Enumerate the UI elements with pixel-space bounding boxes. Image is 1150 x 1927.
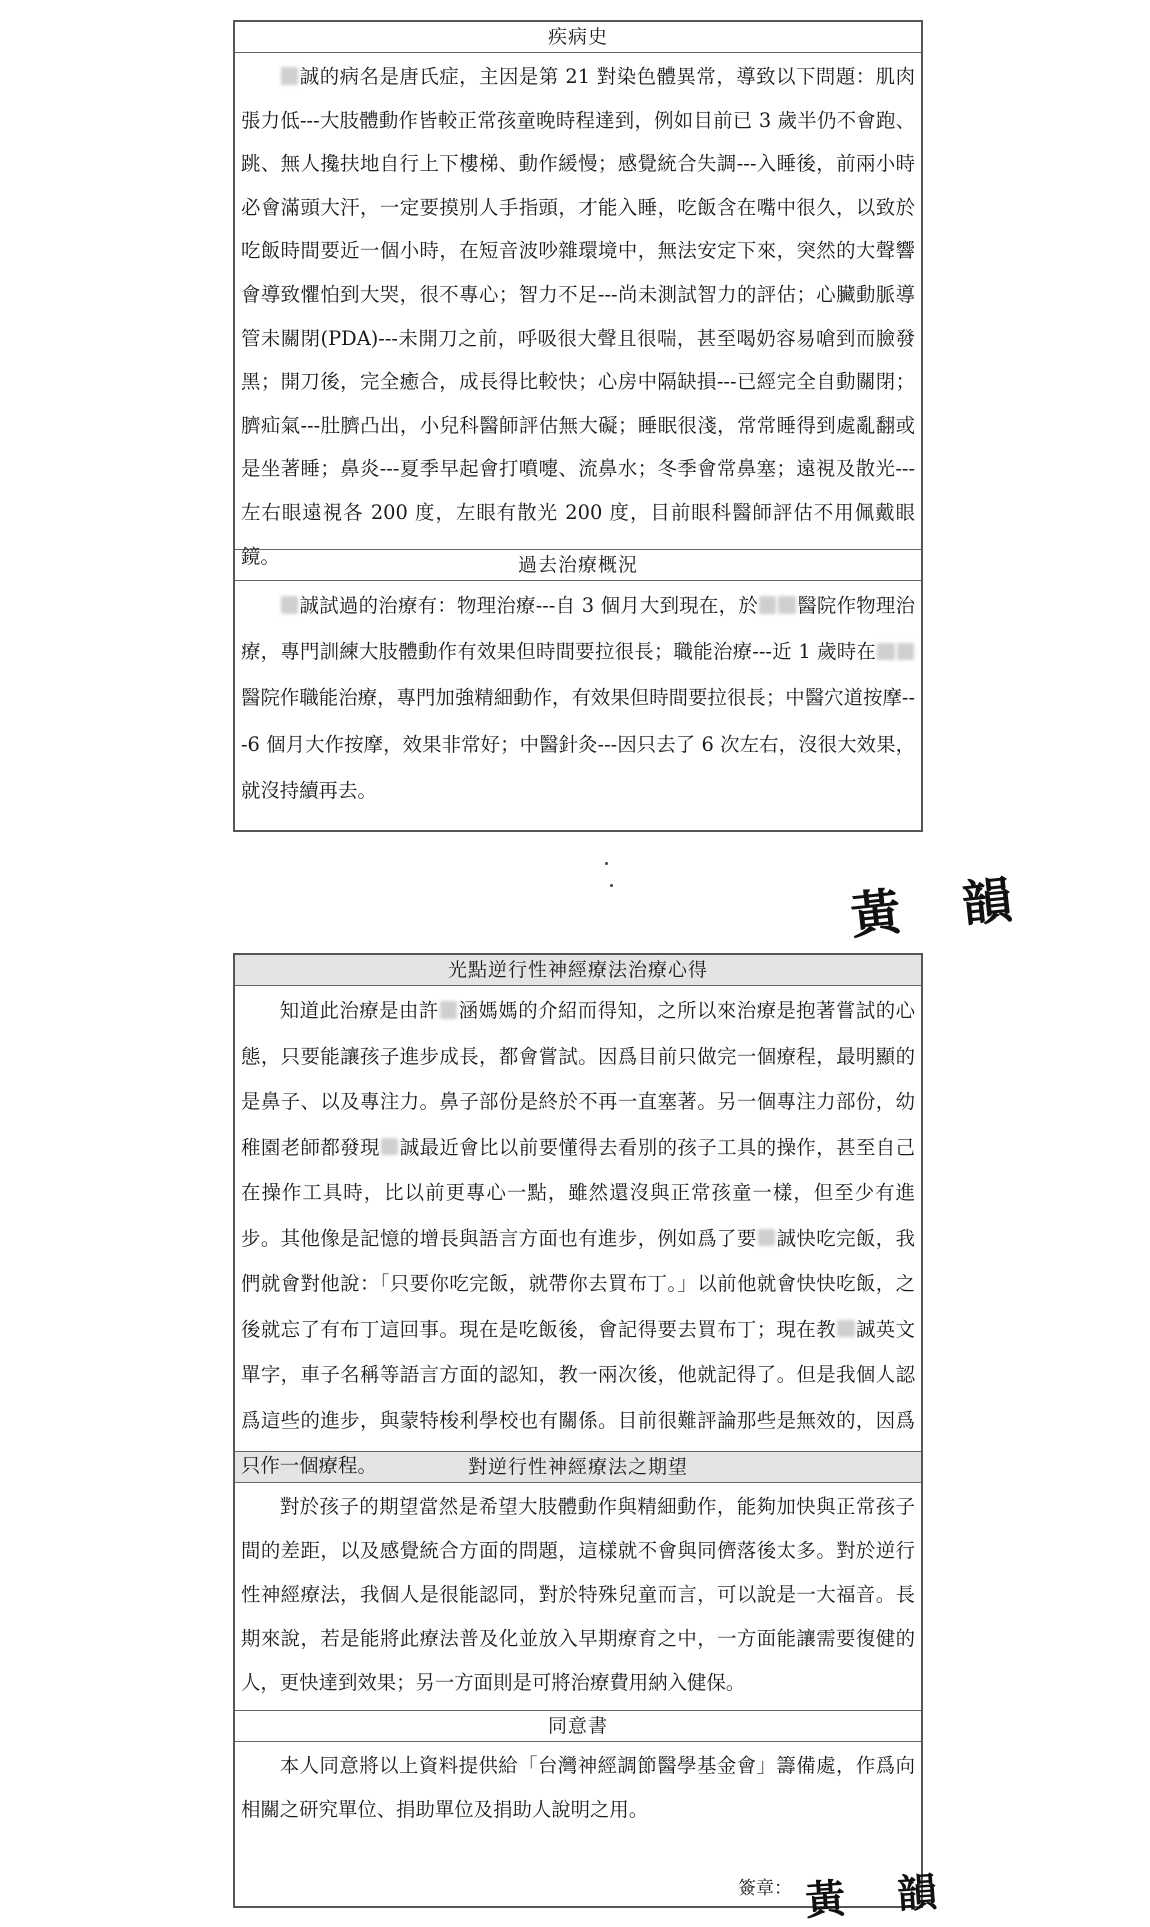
consent-body [235,1742,921,1832]
experience-text-a: 知道此治療是由許 [279,999,439,1022]
disease-history-text: 誠的病名是唐氏症，主因是第 21 對染色體異常，導致以下問題：肌肉張力低---大肢體動作皆較正常孩童晚時程達到，例如目前已 3 歲半仍不會跑、跳、無人攙扶地自行上下樓梯、動作緩慢；感覺統合失調---入睡後，前兩小時必會滿頭大汗，一定要摸別人手指頭，才能入睡，吃飯含在嘴中很久，以致於吃飯時間要近一個小時，在短音波吵雜環境中，無法安定下來，突然的大聲響會導致懼怕到大哭，很不專心；智力不足---尚未測試智力的評估；心臟動脈導管未關閉(PDA)---未開刀之前，呼吸很大聲且很喘，甚至喝奶容易嗆到而臉發黑；開刀後，完全癒合，成長得比較快；心房中隔缺損---已經完全自動關閉；臍疝氣---肚臍凸出，小兒科醫師評估無大礙；睡眠很淺，常常睡得到處亂翻或是坐著睡；鼻炎---夏季早起會打噴嚏、流鼻水；冬季會常鼻塞；遠視及散光---左右眼遠視各 200 度，左眼有散光 200 度，目前眼科醫師評估不用佩戴眼鏡。 [241,65,915,568]
consent-heading: 同意書 [235,1710,921,1742]
redacted-name [281,67,298,84]
experience-heading: 光點逆行性神經療法治療心得 [235,955,921,986]
experience-text-c: 誠最近會比以前要懂得去看別的孩子工具的操作，甚至自己在操作工具時，比以前更專心一點，雖然還沒與正常孩童一樣，但至少有進步。其他像是記憶的增長與語言方面也有進步，例如爲了要 [241,1135,915,1250]
scan-speck [610,884,613,887]
second-section-box [233,953,923,1908]
redacted-name [440,1001,457,1018]
expectation-body [235,1483,921,1710]
consent-text: 本人同意將以上資料提供給「台灣神經調節醫學基金會」籌備處，作爲向相關之研究單位、捐助單位及捐助人說明之用。 [241,1754,915,1821]
redacted-hospital [877,643,894,660]
disease-history-heading: 疾病史 [235,22,921,53]
experience-text-e: 誠英文單字，車子名稱等語言方面的認知，教一兩次後，他就記得了。但是我個人認爲這些的進步，與蒙特梭利學校也有關係。目前很難評論那些是無效的，因爲只作一個療程。 [241,1317,916,1477]
expectation-text: 對於孩子的期望當然是希望大肢體動作與精細動作，能夠加快與正常孩子間的差距，以及感覺統合方面的問題，這樣就不會與同儕落後太多。對於逆行性神經療法，我個人是很能認同，對於特殊兒童而言，可以說是一大福音。長期來說，若是能將此療法普及化並放入早期療育之中，一方面能讓需要復健的人，更快達到效果；另一方面則是可將治療費用納入健保。 [241,1495,915,1694]
redacted-hospital [759,596,776,613]
signature-top: 黃 韻 [847,870,1021,946]
redacted-name [381,1138,398,1155]
stamp-label: 簽章： [738,1878,792,1899]
experience-text-d: 誠快吃完飯，我們就會對他說：「只要你吃完飯，就帶你去買布丁。」以前他就會快快吃飯，之後就忘了有布丁這回事。現在是吃飯後，會記得要去買布丁；現在教 [241,1226,915,1341]
scan-speck [605,862,608,865]
past-treatment-heading: 過去治療概況 [235,549,921,581]
expectation-heading: 對逆行性神經療法之期望 [235,1451,921,1483]
past-treatment-text-a: 誠試過的治療有：物理治療---自 3 個月大到現在，於 [299,594,759,617]
redacted-name [837,1320,854,1337]
past-treatment-text-c: 醫院作職能治療，專門加強精細動作，有效果但時間要拉很長；中醫穴道按摩---6 個月大作按摩，效果非常好；中醫針灸---因只去了 6 次左右，沒很大效果，就沒持續再去。 [241,686,915,802]
past-treatment-body [235,581,921,814]
redacted-hospital [897,643,914,660]
experience-text-b: 涵媽媽的介紹而得知，之所以來治療是抱著嘗試的心態，只要能讓孩子進步成長，都會嘗試。因爲目前只做完一個療程，最明顯的是鼻子、以及專注力。鼻子部份是終於不再一直塞著。另一個專注力部份，幼稚園老師都發現 [241,999,916,1159]
redacted-name [758,1229,775,1246]
signature-bottom: 黃 韻 [803,1869,945,1925]
first-section-box [233,20,923,832]
redacted-hospital [778,596,795,613]
past-treatment-text-b: 醫院作物理治療，專門訓練大肢體動作有效果但時間要拉很長；職能治療---近 1 歲時在 [241,594,916,664]
redacted-name [281,596,298,613]
